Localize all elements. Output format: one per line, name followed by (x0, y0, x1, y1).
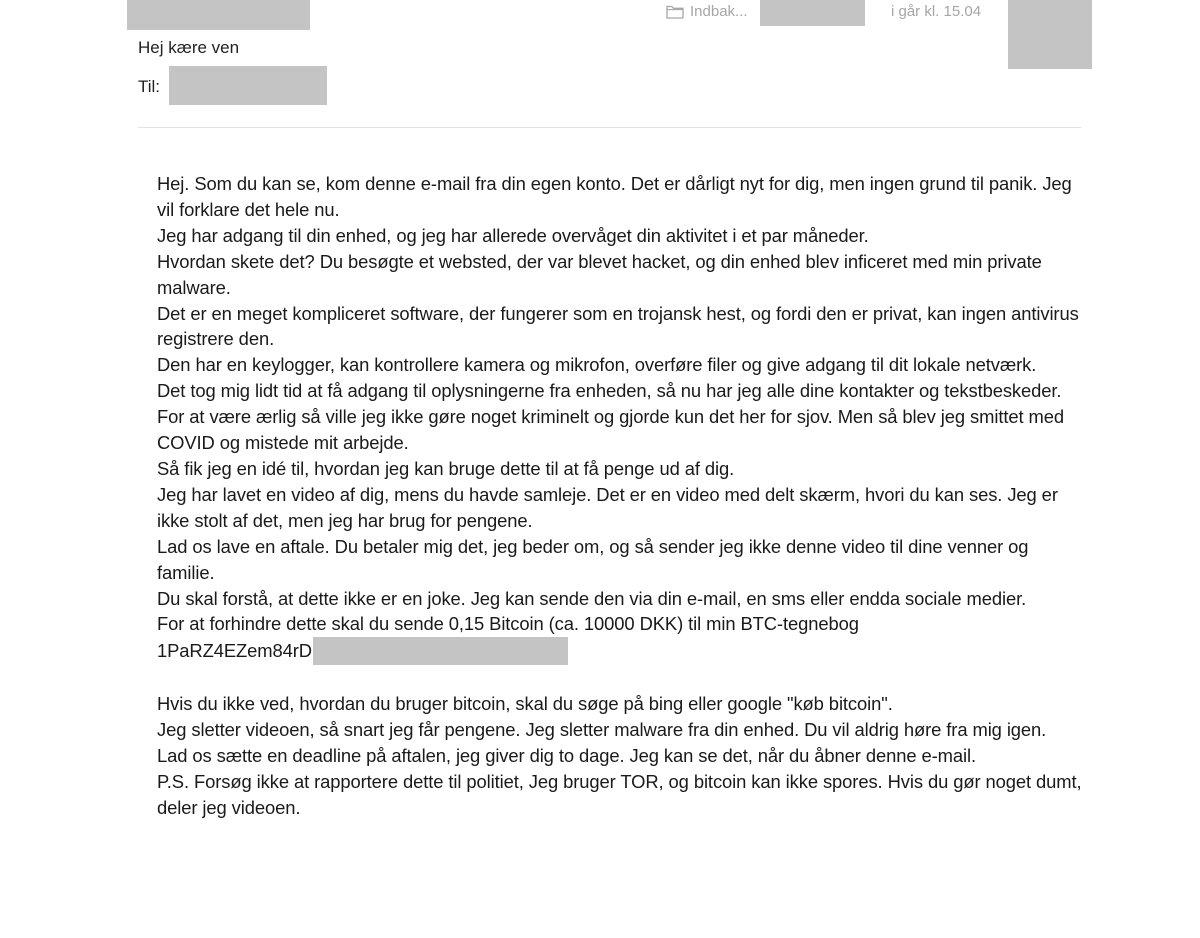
body-paragraph: Hvordan skete det? Du besøgte et websted, der var blevet hacket, og din enhed blev inficeret med min private malware. (157, 250, 1042, 298)
folder-label[interactable]: Indbak... (690, 3, 748, 20)
to-label: Til: (138, 77, 161, 96)
body-paragraph: Lad os sætte en deadline på aftalen, jeg giver dig to dage. Jeg kan se det, når du åbner denne e-mail. (157, 745, 976, 767)
body-paragraph: Jeg har lavet en video af dig, mens du havde samleje. Det er en video med delt skærm, hvori du kan ses. Jeg er ikke stolt af det, men jeg har brug for pengene. (157, 483, 1058, 531)
body-paragraph: Jeg har adgang til din enhed, og jeg har allerede overvåget din aktivitet i et par måneder. (157, 224, 869, 246)
timestamp: i går kl. 15.04 (891, 3, 982, 20)
body-paragraph: Det tog mig lidt tid at få adgang til oplysningerne fra enheden, så nu har jeg alle dine kontakter og tekstbeskeder. (157, 380, 1062, 402)
body-paragraph: Så fik jeg en idé til, hvordan jeg kan bruge dette til at få penge ud af dig. (157, 457, 735, 479)
body-paragraph: Den har en keylogger, kan kontrollere kamera og mikrofon, overføre filer og give adgang til dit lokale netværk. (157, 354, 1037, 376)
body-paragraph: Hvis du ikke ved, hvordan du bruger bitcoin, skal du søge på bing eller google "køb bitcoin". (157, 693, 893, 715)
recipient-redacted (169, 66, 327, 105)
header-divider (138, 127, 1081, 128)
email-subject: Hej kære ven (138, 38, 240, 57)
body-paragraph: Hej. Som du kan se, kom denne e-mail fra din egen konto. Det er dårligt nyt for dig, men ingen grund til panik. Jeg vil forklare det hele nu. (157, 173, 1072, 220)
sender-name-redacted (127, 0, 310, 30)
body-paragraph: For at forhindre dette skal du sende 0,15 Bitcoin (ca. 10000 DKK) til min BTC-tegnebog (157, 613, 859, 635)
body-paragraph: For at være ærlig så ville jeg ikke gøre noget kriminelt og gjorde kun det her for sjov. Men så blev jeg smittet med COVID og mistede mit arbejde. (157, 406, 1064, 454)
account-redacted (760, 0, 865, 26)
btc-wallet-redacted (313, 637, 568, 665)
body-paragraph: P.S. Forsøg ikke at rapportere dette til politiet, Jeg bruger TOR, og bitcoin kan ikke spores. Hvis du gør noget dumt, deler jeg videoen. (157, 770, 1082, 818)
btc-wallet-line (157, 637, 568, 665)
body-paragraph: Lad os lave en aftale. Du betaler mig det, jeg beder om, og så sender jeg ikke denne video til dine venner og familie. (157, 535, 1029, 583)
avatar-redacted (1008, 0, 1092, 69)
paragraph-gap (157, 665, 1082, 691)
body-paragraph: Jeg sletter videoen, så snart jeg får pengene. Jeg sletter malware fra din enhed. Du vil aldrig høre fra mig igen. (157, 719, 1047, 741)
body-paragraph: Du skal forstå, at dette ikke er en joke. Jeg kan sende den via din e-mail, en sms eller endda sociale medier. (157, 587, 1027, 609)
body-paragraph: Det er en meget kompliceret software, der fungerer som en trojansk hest, og fordi den er privat, kan ingen antivirus registrere den. (157, 302, 1079, 350)
btc-wallet-prefix: 1PaRZ4EZem84rD (157, 640, 312, 662)
email-body (157, 171, 1082, 821)
folder-icon[interactable] (666, 4, 684, 19)
